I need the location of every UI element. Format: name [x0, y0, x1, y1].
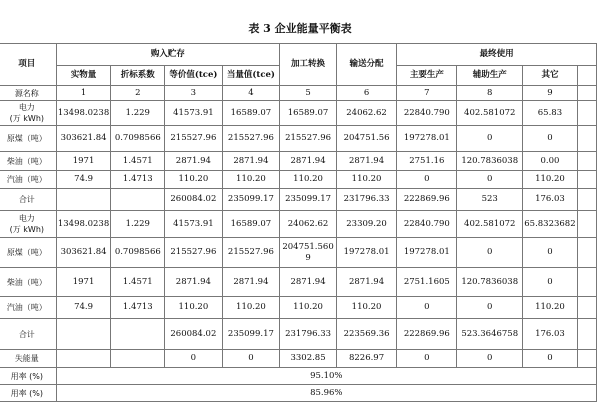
table-title: 表 3 企业能量平衡表 [248, 22, 352, 35]
value-cell: 74.9 [56, 297, 111, 319]
value-cell: 197278.01 [397, 126, 457, 152]
table-row [0, 238, 597, 268]
row-label: 柴油（吨） [0, 152, 56, 171]
value-cell: 65.83 [523, 101, 578, 126]
value-cell: 303621.84 [56, 238, 111, 268]
value-cell: 0 [457, 171, 523, 189]
item-header: 项目 [0, 44, 56, 86]
utilization-rate-row [0, 368, 597, 385]
value-cell: 22840.790 [397, 211, 457, 238]
table-row [0, 171, 597, 189]
table-row [0, 101, 597, 126]
value-cell [111, 350, 165, 368]
index-row [0, 86, 597, 101]
row-label: 电力 (万 kWh) [0, 211, 56, 238]
value-cell: 260084.02 [165, 189, 223, 211]
value-cell: 204751.560 9 [280, 238, 337, 268]
value-cell: 197278.01 [336, 238, 396, 268]
index-label: 源名称 [0, 86, 56, 101]
index-cell: 8 [457, 86, 523, 101]
value-cell [577, 211, 596, 238]
value-cell: 74.9 [56, 171, 111, 189]
col-header-aux-production: 辅助生产 [457, 66, 523, 86]
value-cell: 2871.94 [165, 152, 223, 171]
value-cell: 1971 [56, 152, 111, 171]
row-label: 电力 (万 kWh) [0, 101, 56, 126]
row-label: 失能量 [0, 350, 56, 368]
row-label: 原煤（吨） [0, 126, 56, 152]
value-cell: 523.3646758 [457, 319, 523, 350]
rate-label: 用率 (%) [0, 385, 56, 402]
value-cell: 110.20 [523, 297, 578, 319]
value-cell: 2751.1605 [397, 268, 457, 297]
value-cell: 176.03 [523, 319, 578, 350]
value-cell: 1.229 [111, 211, 165, 238]
value-cell: 0 [397, 350, 457, 368]
index-cell: 3 [165, 86, 223, 101]
value-cell: 223569.36 [336, 319, 396, 350]
value-cell: 110.20 [165, 297, 223, 319]
value-cell: 222869.96 [397, 319, 457, 350]
table-row [0, 211, 597, 238]
table-row [0, 297, 597, 319]
value-cell: 23309.20 [336, 211, 396, 238]
col-header-extra [577, 66, 596, 86]
value-cell: 1.4713 [111, 171, 165, 189]
col-header-equivalent: 等价值(tce) [165, 66, 223, 86]
value-cell: 235099.17 [222, 319, 280, 350]
value-cell: 402.581072 [457, 211, 523, 238]
row-label: 柴油（吨） [0, 268, 56, 297]
value-cell: 1971 [56, 268, 111, 297]
value-cell: 110.20 [165, 171, 223, 189]
value-cell: 0.7098566 [111, 126, 165, 152]
index-cell: 7 [397, 86, 457, 101]
value-cell: 16589.07 [222, 101, 280, 126]
value-cell: 215527.96 [222, 126, 280, 152]
value-cell: 24062.62 [336, 101, 396, 126]
value-cell: 41573.91 [165, 211, 223, 238]
value-cell [111, 189, 165, 211]
value-cell: 222869.96 [397, 189, 457, 211]
value-cell: 197278.01 [397, 238, 457, 268]
value-cell: 2871.94 [336, 152, 396, 171]
value-cell: 22840.790 [397, 101, 457, 126]
value-cell: 1.4571 [111, 268, 165, 297]
value-cell: 176.03 [523, 189, 578, 211]
value-cell [56, 189, 111, 211]
value-cell [56, 319, 111, 350]
distribution-header: 输送分配 [336, 44, 396, 86]
value-cell: 0.00 [523, 152, 578, 171]
value-cell: 110.20 [280, 171, 337, 189]
value-cell [56, 350, 111, 368]
table-row [0, 268, 597, 297]
value-cell [577, 350, 596, 368]
total-row [0, 319, 597, 350]
value-cell: 2871.94 [280, 268, 337, 297]
index-cell: 9 [523, 86, 578, 101]
value-cell: 2871.94 [280, 152, 337, 171]
value-cell: 215527.96 [165, 126, 223, 152]
value-cell: 110.20 [280, 297, 337, 319]
value-cell: 231796.33 [336, 189, 396, 211]
value-cell: 8226.97 [336, 350, 396, 368]
final-use-group-header: 最终使用 [397, 44, 597, 66]
value-cell: 65.8323682 [523, 211, 578, 238]
table-row [0, 126, 597, 152]
value-cell: 16589.07 [222, 211, 280, 238]
col-header-caloric: 当量值(tce) [222, 66, 280, 86]
value-cell: 1.4713 [111, 297, 165, 319]
rate-label: 用率 (%) [0, 368, 56, 385]
row-label: 合计 [0, 189, 56, 211]
value-cell: 402.581072 [457, 101, 523, 126]
value-cell: 0 [523, 268, 578, 297]
value-cell: 110.20 [336, 171, 396, 189]
energy-balance-table [0, 43, 597, 402]
value-cell: 235099.17 [222, 189, 280, 211]
col-header-physical: 实物量 [56, 66, 111, 86]
value-cell: 3302.85 [280, 350, 337, 368]
value-cell: 120.7836038 [457, 152, 523, 171]
value-cell: 2871.94 [222, 268, 280, 297]
value-cell: 110.20 [523, 171, 578, 189]
value-cell: 16589.07 [280, 101, 337, 126]
value-cell [577, 297, 596, 319]
value-cell: 13498.0238 [56, 101, 111, 126]
row-label: 原煤（吨） [0, 238, 56, 268]
col-header-coefficient: 折标系数 [111, 66, 165, 86]
row-label: 合计 [0, 319, 56, 350]
value-cell [111, 319, 165, 350]
value-cell: 215527.96 [165, 238, 223, 268]
row-label: 汽油（吨） [0, 171, 56, 189]
value-cell: 110.20 [222, 171, 280, 189]
index-cell: 2 [111, 86, 165, 101]
value-cell [577, 126, 596, 152]
value-cell [577, 101, 596, 126]
value-cell: 41573.91 [165, 101, 223, 126]
value-cell: 0 [165, 350, 223, 368]
value-cell [577, 152, 596, 171]
index-cell: 4 [222, 86, 280, 101]
value-cell: 0 [523, 238, 578, 268]
col-header-other: 其它 [523, 66, 578, 86]
value-cell [577, 189, 596, 211]
value-cell: 235099.17 [280, 189, 337, 211]
value-cell: 110.20 [222, 297, 280, 319]
utilization-rate-row [0, 385, 597, 402]
value-cell: 0 [457, 297, 523, 319]
value-cell: 1.4571 [111, 152, 165, 171]
value-cell: 204751.56 [336, 126, 396, 152]
value-cell [577, 268, 596, 297]
rate-value: 85.96% [56, 385, 596, 402]
value-cell: 260084.02 [165, 319, 223, 350]
value-cell: 215527.96 [222, 238, 280, 268]
rate-value: 95.10% [56, 368, 596, 385]
value-cell: 0 [457, 238, 523, 268]
value-cell [577, 319, 596, 350]
value-cell: 1.229 [111, 101, 165, 126]
value-cell: 0 [397, 297, 457, 319]
index-cell: 1 [56, 86, 111, 101]
value-cell: 2871.94 [165, 268, 223, 297]
value-cell [577, 171, 596, 189]
value-cell: 303621.84 [56, 126, 111, 152]
loss-row [0, 350, 597, 368]
purchase-group-header: 购入贮存 [56, 44, 280, 66]
value-cell: 120.7836038 [457, 268, 523, 297]
value-cell: 110.20 [336, 297, 396, 319]
value-cell: 231796.33 [280, 319, 337, 350]
value-cell: 0 [523, 350, 578, 368]
index-cell [577, 86, 596, 101]
value-cell: 523 [457, 189, 523, 211]
row-label: 汽油（吨） [0, 297, 56, 319]
value-cell: 13498.0238 [56, 211, 111, 238]
value-cell: 0 [523, 126, 578, 152]
value-cell: 2871.94 [222, 152, 280, 171]
value-cell: 2751.16 [397, 152, 457, 171]
col-header-main-production: 主要生产 [397, 66, 457, 86]
total-row [0, 189, 597, 211]
value-cell [577, 238, 596, 268]
processing-header: 加工转换 [280, 44, 337, 86]
value-cell: 215527.96 [280, 126, 337, 152]
index-cell: 6 [336, 86, 396, 101]
value-cell: 0 [222, 350, 280, 368]
value-cell: 0.7098566 [111, 238, 165, 268]
value-cell: 24062.62 [280, 211, 337, 238]
value-cell: 2871.94 [336, 268, 396, 297]
value-cell: 0 [397, 171, 457, 189]
value-cell: 0 [457, 350, 523, 368]
value-cell: 0 [457, 126, 523, 152]
table-row [0, 152, 597, 171]
index-cell: 5 [280, 86, 337, 101]
